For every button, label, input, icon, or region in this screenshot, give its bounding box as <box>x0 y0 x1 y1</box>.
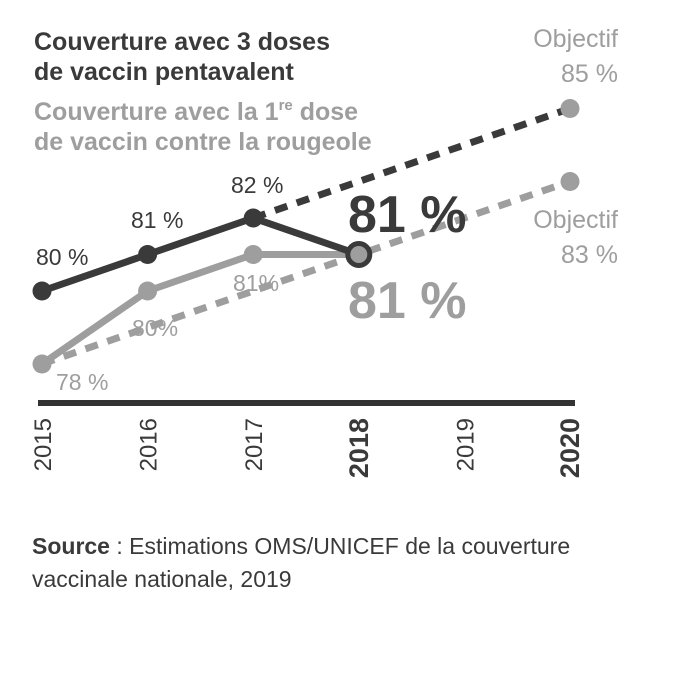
measles-target-point <box>561 172 580 191</box>
source-label: Source <box>32 533 110 559</box>
penta-label-2017: 82 % <box>231 172 284 198</box>
measles-target-dash-line <box>42 182 570 365</box>
title-light-line1 <box>34 97 358 126</box>
title-light-line1-b: dose <box>292 98 359 126</box>
target-penta-label-line2: 85 % <box>561 60 618 88</box>
x-tick-2020: 2020 <box>555 418 585 479</box>
penta-point-2016 <box>138 245 157 264</box>
measles-label-2015: 78 % <box>56 369 109 395</box>
penta-point-2017 <box>244 209 263 228</box>
title-dark-line2: de vaccin pentavalent <box>34 58 294 86</box>
source-text: : Estimations OMS/UNICEF de la couverture vaccinale nationale, 2019 <box>32 533 571 592</box>
title-light-superscript: re <box>278 97 293 114</box>
x-tick-2018: 2018 <box>343 418 374 479</box>
target-penta-label-line1: Objectif <box>533 25 618 53</box>
source-note <box>32 530 652 596</box>
title-light-line2: de vaccin contre la rougeole <box>34 128 372 156</box>
x-tick-2017: 2017 <box>241 418 269 472</box>
penta-point-2018 <box>348 244 370 266</box>
penta-label-2016: 81 % <box>131 207 184 233</box>
penta-latest-label: 81 % <box>348 186 467 244</box>
measles-point-2017 <box>244 245 263 264</box>
measles-label-2016: 80% <box>132 315 179 341</box>
x-tick-2019: 2019 <box>452 418 480 472</box>
title-light-line1-a: Couverture avec la 1 <box>34 98 279 126</box>
x-tick-2016: 2016 <box>135 418 163 472</box>
measles-latest-label: 81 % <box>348 272 467 330</box>
penta-target-point <box>561 99 580 118</box>
measles-point-2015 <box>33 355 52 374</box>
x-tick-2015: 2015 <box>30 418 57 472</box>
penta-point-2015 <box>33 282 52 301</box>
target-measles-label-line1: Objectif <box>533 206 618 234</box>
target-measles-label-line2: 83 % <box>561 241 618 269</box>
measles-label-2017: 81% <box>233 270 280 296</box>
penta-label-2015: 80 % <box>36 244 89 270</box>
measles-point-2016 <box>138 282 157 301</box>
title-dark-line1: Couverture avec 3 doses <box>34 28 330 56</box>
